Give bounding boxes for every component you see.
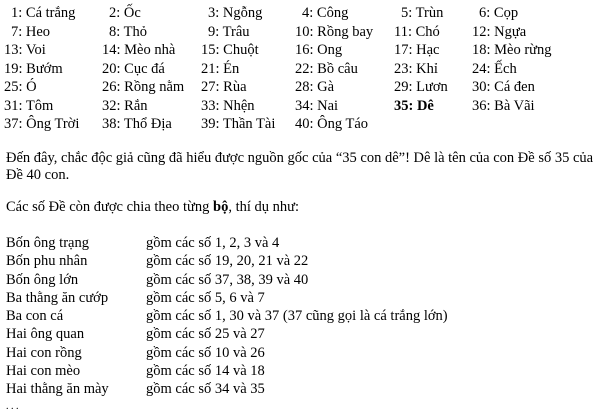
group-desc: gồm các số 25 và 27: [146, 326, 265, 343]
grid-cell-highlight: 35: Dê: [394, 97, 434, 114]
grid-cell: 18: Mèo rừng: [472, 42, 552, 58]
grid-cell: 3: Ngỗng: [208, 5, 263, 21]
groups-intro-suffix: , thí dụ như:: [228, 199, 300, 215]
grid-cell: 17: Hạc: [394, 42, 440, 58]
grid-cell: 30: Cá đen: [472, 79, 535, 95]
group-name: Hai con mèo: [6, 363, 81, 380]
grid-cell: 34: Nai: [295, 97, 339, 114]
grid-cell: 15: Chuột: [201, 42, 259, 58]
group-row: [6, 252, 606, 270]
number-animal-grid: [4, 4, 610, 134]
grid-cell: 16: Ong: [295, 42, 343, 58]
grid-cell: 8: Thỏ: [109, 23, 147, 40]
grid-cell: 40: Ông Táo: [295, 116, 369, 132]
group-name: Bốn ông trạng: [6, 235, 89, 251]
grid-cell: 13: Voi: [4, 42, 46, 58]
grid-row: [4, 41, 610, 60]
group-desc: gồm các số 34 và 35: [146, 381, 265, 398]
grid-cell: 39: Thần Tài: [201, 116, 276, 132]
grid-cell: 12: Ngựa: [472, 23, 527, 40]
grid-cell: 28: Gà: [295, 79, 335, 95]
group-name: Hai ông quan: [6, 326, 85, 343]
group-desc: gồm các số 19, 20, 21 và 22: [146, 253, 309, 270]
grid-cell: 10: Rồng bay: [295, 23, 374, 40]
grid-cell: 4: Công: [302, 5, 349, 21]
groups-intro-paragraph: [6, 199, 606, 216]
grid-cell: 21: Én: [201, 60, 240, 77]
grid-cell: 1: Cá trắng: [11, 5, 76, 21]
group-row: [6, 325, 606, 343]
grid-cell: 24: Ếch: [472, 60, 517, 77]
group-name: Bốn ông lớn: [6, 271, 79, 288]
grid-cell: 36: Bà Vãi: [472, 97, 535, 114]
grid-cell: 25: Ó: [4, 79, 37, 95]
grid-cell: 26: Rồng nằm: [102, 79, 185, 95]
group-row: [6, 289, 606, 307]
grid-cell: 7: Heo: [11, 23, 51, 40]
grid-row: [4, 78, 610, 97]
grid-cell: 20: Cục đá: [102, 60, 165, 77]
group-row: [6, 307, 606, 325]
grid-cell: 29: Lươn: [394, 79, 448, 95]
grid-cell: 37: Ông Trời: [4, 116, 80, 132]
grid-row: [4, 4, 610, 23]
groups-list: [6, 234, 606, 399]
group-name: Ba con cá: [6, 308, 64, 325]
grid-cell: 22: Bồ câu: [295, 60, 358, 77]
group-name: Bốn phu nhân: [6, 253, 88, 270]
group-row: [6, 234, 606, 252]
grid-cell: 5: Trùn: [401, 5, 444, 21]
groups-intro-bold: bộ: [213, 199, 229, 215]
grid-row: [4, 97, 610, 116]
grid-cell: 6: Cọp: [479, 5, 519, 21]
grid-cell: 27: Rùa: [201, 79, 247, 95]
group-name: Ba thằng ăn cướp: [6, 289, 109, 306]
grid-row: [4, 23, 610, 42]
group-desc: gồm các số 5, 6 và 7: [146, 289, 265, 306]
grid-cell: 32: Rắn: [102, 97, 148, 114]
origin-paragraph: Đến đây, chắc độc giả cũng đã hiểu được nguồn gốc của “35 con dê”! Dê là tên của con Đề số 35 của Đề 40 con.: [6, 150, 594, 183]
groups-intro-prefix: Các số Đề còn được chia theo từng: [6, 199, 213, 215]
group-desc: gồm các số 1, 30 và 37 (37 cũng gọi là cá trắng lớn): [146, 308, 448, 325]
group-row: [6, 271, 606, 289]
group-desc: gồm các số 10 và 26: [146, 344, 265, 361]
group-desc: gồm các số 14 và 18: [146, 363, 265, 380]
trailing-ellipsis: . . .: [6, 401, 19, 412]
grid-cell: 9: Trâu: [208, 23, 250, 40]
group-name: Hai con rồng: [6, 344, 82, 361]
group-name: Hai thằng ăn mày: [6, 381, 109, 398]
group-row: [6, 344, 606, 362]
grid-cell: 11: Chó: [394, 23, 440, 40]
grid-row: [4, 60, 610, 79]
grid-cell: 14: Mèo nhà: [102, 42, 176, 58]
grid-cell: 38: Thổ Địa: [102, 116, 172, 132]
grid-cell: 31: Tôm: [4, 97, 54, 114]
group-desc: gồm các số 37, 38, 39 và 40: [146, 271, 309, 288]
group-desc: gồm các số 1, 2, 3 và 4: [146, 235, 280, 251]
grid-cell: 33: Nhện: [201, 97, 255, 114]
group-row: [6, 380, 606, 398]
grid-cell: 2: Ốc: [109, 5, 141, 21]
grid-cell: 23: Khỉ: [394, 60, 438, 77]
grid-row: [4, 115, 610, 134]
grid-cell: 19: Bướm: [4, 60, 63, 77]
group-row: [6, 362, 606, 380]
